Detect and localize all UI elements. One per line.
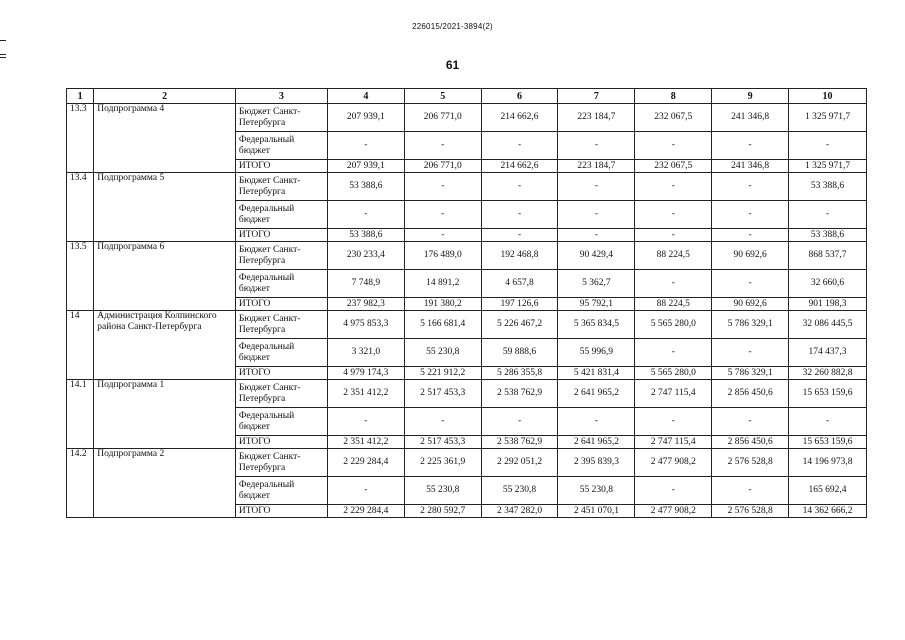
amount-cell: 241 346,8 (712, 104, 789, 132)
table-row (67, 380, 867, 408)
amount-cell: 192 468,8 (481, 242, 558, 270)
scan-mark (0, 57, 6, 58)
amount-cell: 4 979 174,3 (327, 367, 404, 380)
amount-cell: 95 792,1 (558, 298, 635, 311)
funding-source: ИТОГО (235, 505, 327, 518)
amount-cell: - (481, 132, 558, 160)
amount-cell: 868 537,7 (789, 242, 867, 270)
funding-source: ИТОГО (235, 160, 327, 173)
amount-cell: 59 888,6 (481, 339, 558, 367)
amount-cell: - (558, 173, 635, 201)
amount-cell: - (404, 229, 481, 242)
funding-source: Федеральный бюджет (235, 339, 327, 367)
amount-cell: 2 517 453,3 (404, 380, 481, 408)
column-header: 3 (235, 89, 327, 104)
amount-cell: - (635, 173, 712, 201)
amount-cell: 5 221 912,2 (404, 367, 481, 380)
amount-cell: 2 641 965,2 (558, 380, 635, 408)
amount-cell: 207 939,1 (327, 104, 404, 132)
amount-cell: - (327, 477, 404, 505)
amount-cell: 55 230,8 (558, 477, 635, 505)
amount-cell: 55 230,8 (404, 339, 481, 367)
column-header: 4 (327, 89, 404, 104)
amount-cell: 5 565 280,0 (635, 311, 712, 339)
item-name: Подпрограмма 1 (94, 380, 236, 449)
amount-cell: 2 576 528,8 (712, 505, 789, 518)
amount-cell: - (481, 408, 558, 436)
amount-cell: - (712, 173, 789, 201)
amount-cell: - (404, 201, 481, 229)
amount-cell: - (712, 270, 789, 298)
amount-cell: 2 225 361,9 (404, 449, 481, 477)
amount-cell: - (558, 229, 635, 242)
funding-source: Федеральный бюджет (235, 132, 327, 160)
amount-cell: 2 856 450,6 (712, 436, 789, 449)
funding-source: Федеральный бюджет (235, 408, 327, 436)
amount-cell: 90 429,4 (558, 242, 635, 270)
amount-cell: 223 184,7 (558, 104, 635, 132)
column-header: 6 (481, 89, 558, 104)
table-row (67, 311, 867, 339)
amount-cell: 232 067,5 (635, 104, 712, 132)
amount-cell: 2 451 070,1 (558, 505, 635, 518)
amount-cell: 2 641 965,2 (558, 436, 635, 449)
amount-cell: 88 224,5 (635, 298, 712, 311)
funding-source: Федеральный бюджет (235, 201, 327, 229)
amount-cell: 2 347 282,0 (481, 505, 558, 518)
amount-cell: - (635, 339, 712, 367)
funding-source: Федеральный бюджет (235, 270, 327, 298)
amount-cell: - (481, 201, 558, 229)
item-name: Подпрограмма 4 (94, 104, 236, 173)
amount-cell: 2 856 450,6 (712, 380, 789, 408)
amount-cell: 14 196 973,8 (789, 449, 867, 477)
amount-cell: 5 286 355,8 (481, 367, 558, 380)
amount-cell: - (635, 408, 712, 436)
amount-cell: 2 538 762,9 (481, 380, 558, 408)
amount-cell: 1 325 971,7 (789, 104, 867, 132)
amount-cell: 53 388,6 (327, 173, 404, 201)
amount-cell: - (404, 173, 481, 201)
funding-source: ИТОГО (235, 436, 327, 449)
amount-cell: - (712, 339, 789, 367)
column-header: 8 (635, 89, 712, 104)
amount-cell: 2 576 528,8 (712, 449, 789, 477)
column-header: 7 (558, 89, 635, 104)
amount-cell: - (789, 201, 867, 229)
amount-cell: - (404, 132, 481, 160)
table-row (67, 173, 867, 201)
amount-cell: 165 692,4 (789, 477, 867, 505)
amount-cell: - (558, 201, 635, 229)
amount-cell: 1 325 971,7 (789, 160, 867, 173)
funding-source: ИТОГО (235, 367, 327, 380)
amount-cell: - (327, 132, 404, 160)
amount-cell: 207 939,1 (327, 160, 404, 173)
amount-cell: 4 657,8 (481, 270, 558, 298)
amount-cell: 90 692,6 (712, 298, 789, 311)
amount-cell: 90 692,6 (712, 242, 789, 270)
amount-cell: 174 437,3 (789, 339, 867, 367)
amount-cell: 176 489,0 (404, 242, 481, 270)
amount-cell: - (327, 201, 404, 229)
table-header-row (67, 89, 867, 104)
amount-cell: 53 388,6 (327, 229, 404, 242)
amount-cell: - (635, 132, 712, 160)
item-name: Подпрограмма 6 (94, 242, 236, 311)
column-header: 1 (67, 89, 94, 104)
amount-cell: 2 229 284,4 (327, 505, 404, 518)
column-header: 2 (94, 89, 236, 104)
amount-cell: - (635, 229, 712, 242)
amount-cell: - (558, 132, 635, 160)
amount-cell: 2 351 412,2 (327, 436, 404, 449)
amount-cell: 14 362 666,2 (789, 505, 867, 518)
amount-cell: 2 280 592,7 (404, 505, 481, 518)
amount-cell: - (327, 408, 404, 436)
amount-cell: 214 662,6 (481, 104, 558, 132)
amount-cell: 206 771,0 (404, 104, 481, 132)
amount-cell: 2 395 839,3 (558, 449, 635, 477)
amount-cell: 2 292 051,2 (481, 449, 558, 477)
funding-source: Бюджет Санкт-Петербурга (235, 311, 327, 339)
amount-cell: - (712, 477, 789, 505)
amount-cell: - (481, 173, 558, 201)
table-body (67, 104, 867, 518)
item-code: 14.1 (67, 380, 94, 449)
amount-cell: - (404, 408, 481, 436)
amount-cell: - (481, 229, 558, 242)
amount-cell: 230 233,4 (327, 242, 404, 270)
item-code: 13.3 (67, 104, 94, 173)
amount-cell: 5 365 834,5 (558, 311, 635, 339)
funding-source: ИТОГО (235, 229, 327, 242)
scan-mark (0, 54, 6, 55)
amount-cell: - (635, 270, 712, 298)
amount-cell: 232 067,5 (635, 160, 712, 173)
amount-cell: 197 126,6 (481, 298, 558, 311)
amount-cell: 5 226 467,2 (481, 311, 558, 339)
amount-cell: 206 771,0 (404, 160, 481, 173)
amount-cell: - (712, 229, 789, 242)
amount-cell: 2 747 115,4 (635, 436, 712, 449)
funding-source: Бюджет Санкт-Петербурга (235, 104, 327, 132)
table-row (67, 242, 867, 270)
amount-cell: - (635, 201, 712, 229)
amount-cell: 5 362,7 (558, 270, 635, 298)
item-code: 14.2 (67, 449, 94, 518)
amount-cell: - (558, 408, 635, 436)
amount-cell: 7 748,9 (327, 270, 404, 298)
amount-cell: 55 230,8 (481, 477, 558, 505)
funding-source: Бюджет Санкт-Петербурга (235, 449, 327, 477)
item-name: Администрация Колпинского района Санкт-Петербурга (94, 311, 236, 380)
amount-cell: 14 891,2 (404, 270, 481, 298)
amount-cell: 2 477 908,2 (635, 505, 712, 518)
amount-cell: 5 166 681,4 (404, 311, 481, 339)
amount-cell: 53 388,6 (789, 173, 867, 201)
item-code: 13.4 (67, 173, 94, 242)
amount-cell: 2 747 115,4 (635, 380, 712, 408)
amount-cell: 2 477 908,2 (635, 449, 712, 477)
column-header: 9 (712, 89, 789, 104)
document-id: 226015/2021-3894(2) (412, 22, 493, 31)
funding-source: ИТОГО (235, 298, 327, 311)
amount-cell: 241 346,8 (712, 160, 789, 173)
amount-cell: 214 662,6 (481, 160, 558, 173)
amount-cell: - (635, 477, 712, 505)
amount-cell: 5 786 329,1 (712, 311, 789, 339)
funding-source: Бюджет Санкт-Петербурга (235, 242, 327, 270)
item-code: 13.5 (67, 242, 94, 311)
amount-cell: 3 321,0 (327, 339, 404, 367)
amount-cell: 5 421 831,4 (558, 367, 635, 380)
amount-cell: 5 786 329,1 (712, 367, 789, 380)
amount-cell: 32 660,6 (789, 270, 867, 298)
amount-cell: 191 380,2 (404, 298, 481, 311)
amount-cell: 2 517 453,3 (404, 436, 481, 449)
amount-cell: 55 230,8 (404, 477, 481, 505)
table-row (67, 104, 867, 132)
budget-table (66, 88, 867, 518)
amount-cell: - (789, 132, 867, 160)
column-header: 10 (789, 89, 867, 104)
amount-cell: 88 224,5 (635, 242, 712, 270)
scan-mark (0, 40, 6, 41)
column-header: 5 (404, 89, 481, 104)
funding-source: Федеральный бюджет (235, 477, 327, 505)
table-row (67, 449, 867, 477)
amount-cell: - (789, 408, 867, 436)
amount-cell: 2 351 412,2 (327, 380, 404, 408)
amount-cell: - (712, 201, 789, 229)
amount-cell: 223 184,7 (558, 160, 635, 173)
amount-cell: 15 653 159,6 (789, 436, 867, 449)
funding-source: Бюджет Санкт-Петербурга (235, 380, 327, 408)
amount-cell: 32 086 445,5 (789, 311, 867, 339)
item-name: Подпрограмма 5 (94, 173, 236, 242)
amount-cell: 5 565 280,0 (635, 367, 712, 380)
amount-cell: 2 538 762,9 (481, 436, 558, 449)
amount-cell: 237 982,3 (327, 298, 404, 311)
amount-cell: 15 653 159,6 (789, 380, 867, 408)
amount-cell: 53 388,6 (789, 229, 867, 242)
amount-cell: 901 198,3 (789, 298, 867, 311)
amount-cell: 2 229 284,4 (327, 449, 404, 477)
item-name: Подпрограмма 2 (94, 449, 236, 518)
item-code: 14 (67, 311, 94, 380)
amount-cell: - (712, 408, 789, 436)
page-number: 61 (445, 58, 460, 72)
amount-cell: 4 975 853,3 (327, 311, 404, 339)
amount-cell: - (712, 132, 789, 160)
amount-cell: 55 996,9 (558, 339, 635, 367)
funding-source: Бюджет Санкт-Петербурга (235, 173, 327, 201)
amount-cell: 32 260 882,8 (789, 367, 867, 380)
